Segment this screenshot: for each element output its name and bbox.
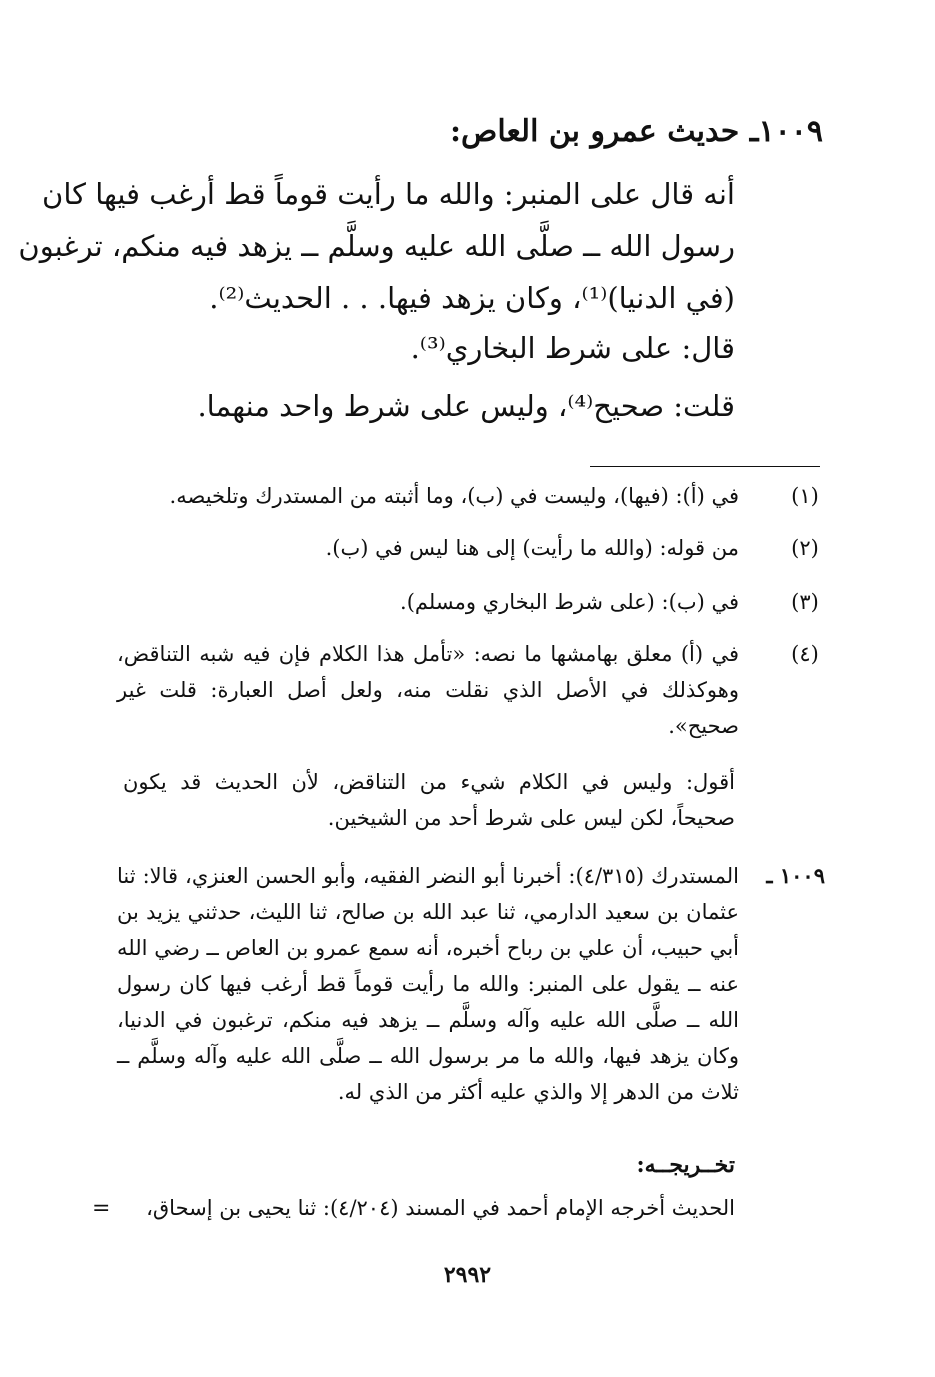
footnote-number: (١): [791, 484, 819, 508]
main-line: رسول الله ــ صلَّى الله عليه وسلَّم ــ يزهد فيه منكم، ترغبون: [18, 229, 735, 263]
footnote-divider: [590, 466, 820, 467]
takhrij-line: الحديث أخرجه الإمام أحمد في المسند (٤/٢٠٤): ثنا يحيى بن إسحاق،: [146, 1196, 735, 1220]
page-number: ٢٩٩٢: [443, 1262, 492, 1288]
footnote-text: من قوله: (والله ما رأيت) إلى هنا ليس في (ب).: [325, 536, 739, 560]
footnote-number: (٣): [791, 590, 819, 614]
footnote-number: (٤): [791, 642, 819, 666]
source-number: ١٠٠٩ ـ: [766, 863, 825, 888]
footnote: [117, 530, 825, 566]
hakim-statement: قال: على شرط البخاري⁽³⁾.: [410, 331, 735, 365]
main-line: أنه قال على المنبر: والله ما رأيت قوماً قط أرغب فيها كان: [42, 177, 735, 211]
hadith-number: ١٠٠٩: [758, 114, 823, 149]
author-comment: أقول: وليس في الكلام شيء من التناقض، لأن الحديث قد يكون صحيحاً، لكن ليس على شرط أحد من الشيخين.: [123, 770, 735, 830]
author-statement: قلت: صحيح⁽⁴⁾، وليس على شرط واحد منهما.: [197, 389, 735, 423]
footnote-number: (٢): [791, 536, 819, 560]
continuation-mark: =: [92, 1196, 111, 1221]
footnote-text: في (ب): (على شرط البخاري ومسلم).: [400, 590, 739, 614]
main-paragraph: [18, 168, 735, 324]
hadith-heading: [123, 112, 823, 152]
main-line: (في الدنيا)⁽¹⁾، وكان يزهد فيها. . . الحديث⁽²⁾.: [209, 281, 735, 315]
source-entry: [117, 858, 825, 1110]
footnote: [117, 478, 825, 514]
takhrij-heading: تخــريجــه:: [636, 1152, 735, 1178]
footnote: [117, 636, 825, 744]
footnote-text: في (أ) معلق بهامشها ما نصه: «تأمل هذا الكلام فإن فيه شبه التناقض، وهوكذلك في الأصل الذي نقلت منه، ولعل أصل العبارة: قلت غير صحيح».: [117, 642, 739, 738]
footnote-text: في (أ): (فيها)، وليست في (ب)، وما أثبته من المستدرك وتلخيصه.: [169, 484, 739, 508]
source-text: المستدرك (٤/٣١٥): أخبرنا أبو النضر الفقيه، وأبو الحسن العنزي، قالا: ثنا عثمان بن سعيد الدارمي، ثنا عبد الله بن صالح، ثنا الليث، حدثني يزيد بن أبي حبيب، أن علي بن رباح أخبره، أنه سمع عمرو بن العاص ــ رضي الله عنه ــ يقول على المنبر: والله ما رأيت قوماً قط أرغب فيها كان رسول الله ــ صلَّى الله عليه وآله وسلَّم ــ يزهد فيه منكم، ترغبون في الدنيا، وكان يزهد فيها، والله ما مر برسول الله ــ صلَّى الله عليه وآله وسلَّم ــ ثلاث من الدهر إلا والذي عليه أكثر من الذي له.: [117, 864, 739, 1104]
footnote: [117, 584, 825, 620]
hadith-title: ـ حديث عمرو بن العاص:: [449, 114, 759, 149]
